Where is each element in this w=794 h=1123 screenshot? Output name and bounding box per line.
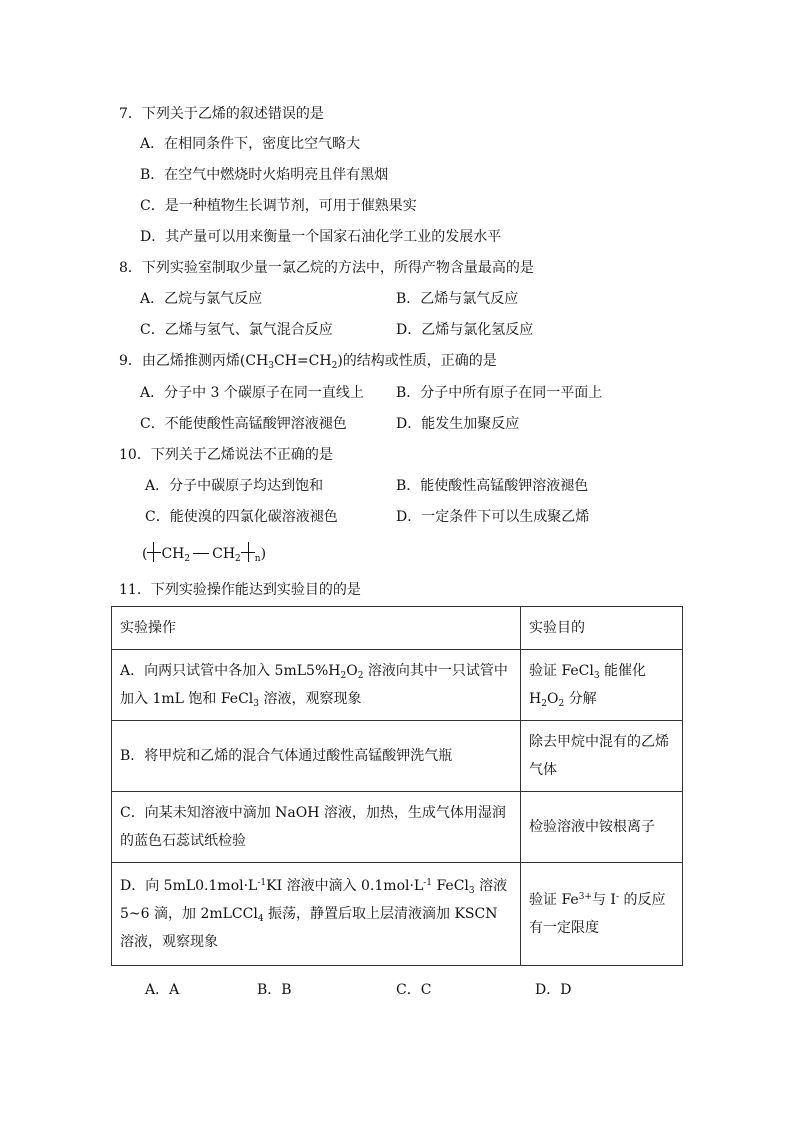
q7-stem: 7．下列关于乙烯的叙述错误的是 [119,106,324,122]
rowB-goal: 除去甲烷中混有的乙烯气体 [521,721,683,792]
q10-stem: 10．下列关于乙烯说法不正确的是 [119,447,333,463]
q11-option-b: B．B [257,982,292,998]
q8-stem: 8．下列实验室制取少量一氯乙烷的方法中，所得产物含量最高的是 [119,260,534,276]
q9-option-d: D．能发生加聚反应 [396,416,520,432]
rowA-operation: A．向两只试管中各加入 $5mL5\%H_2O_2$ 溶液向其中一只试管中加入 1mL 饱和 FeCl$_3$ 溶液，观察现象 [112,650,521,721]
rowD-goal: 验证 $Fe^{3+}$与 I- 的反应有一定限度 [521,863,683,966]
q11-option-a: A．A [145,982,180,998]
q7-option-d: D．其产量可以用来衡量一个国家石油化学工业的发展水平 [140,229,502,245]
header-goal: 实验目的 [521,607,683,650]
rowB-operation: B．将甲烷和乙烯的混合气体通过酸性高锰酸钾洗气瓶 [112,721,521,792]
q10-option-a: A．分子中碳原子均达到饱和 [145,478,324,494]
q8-option-c: C．乙烯与氢气、氯气混合反应 [140,322,333,338]
header-operation: 实验操作 [112,607,521,650]
q10-option-d: D．一定条件下可以生成聚乙烯 [396,509,590,525]
table-row [112,721,683,792]
table-row [112,650,683,721]
q11-option-d: D．D [535,982,572,998]
q11-option-c: C．C [396,982,432,998]
q8-option-a: A．乙烷与氯气反应 [140,291,263,307]
q8-option-d: D．乙烯与氯化氢反应 [396,322,534,338]
q9-stem: 9．由乙烯推测丙烯$(CH_3CH=CH_2)$的结构或性质，正确的是 [119,353,497,371]
bracket-left-icon [147,542,161,562]
rowC-operation: C．向某未知溶液中滴加 NaOH 溶液，加热，生成气体用湿润的蓝色石蕊试纸检验 [112,792,521,863]
q9-option-b: B．分子中所有原子在同一平面上 [396,385,603,401]
table-header-row [112,607,683,650]
bracket-right-icon [241,542,255,562]
rowA-goal: 验证 FeCl$_3$ 能催化 $H_2O_2$ 分解 [521,650,683,721]
bond-line [193,553,209,554]
q7-option-c: C．是一种植物生长调节剂，可用于催熟果实 [140,198,417,214]
polyethylene-formula: ( $CH_2$ $CH_2$ $_n$) [142,542,266,572]
experiment-table [111,606,683,966]
q7-option-a: A．在相同条件下，密度比空气略大 [140,136,361,152]
q10-option-c: C．能使溴的四氯化碳溶液褪色 [145,509,338,525]
q9-option-a: A．分子中 3 个碳原子在同一直线上 [140,385,364,401]
q8-option-b: B．乙烯与氯气反应 [396,291,519,307]
table-row [112,863,683,966]
q7-option-b: B．在空气中燃烧时火焰明亮且伴有黑烟 [140,167,389,183]
rowD-operation: D．向 $5mL0.1mol\cdot L^{-1}KI$ 溶液中滴入 $0.1mol\cdot L^{-1}$ FeCl$_3$ 溶液 5~6 滴，加 2mLCCl$_4$ 振荡，静置后取上层清液滴加 KSCN 溶液，观察现象 [112,863,521,966]
q10-option-b: B．能使酸性高锰酸钾溶液褪色 [396,478,589,494]
q11-stem: 11．下列实验操作能达到实验目的的是 [119,582,361,598]
table-row [112,792,683,863]
rowC-goal: 检验溶液中铵根离子 [521,792,683,863]
q9-option-c: C．不能使酸性高锰酸钾溶液褪色 [140,416,347,432]
